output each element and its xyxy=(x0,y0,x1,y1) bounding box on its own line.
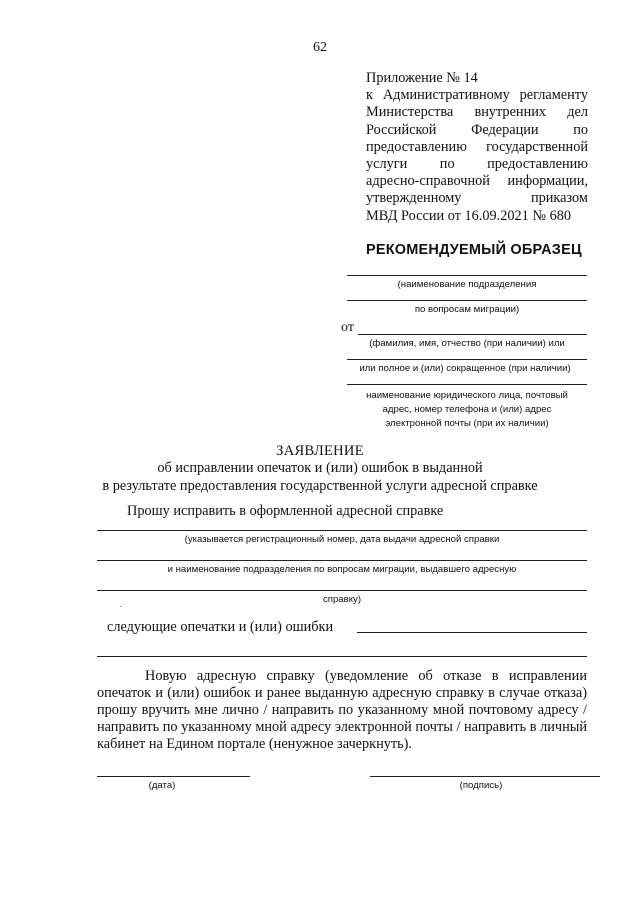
statement-title: ЗАЯВЛЕНИЕ xyxy=(276,443,364,459)
appendix-line: МВД России от 16.09.2021 № 680 xyxy=(366,207,572,224)
applicant-caption: или полное и (или) сокращенное (при наличии) xyxy=(359,363,571,374)
certificate-line-1[interactable] xyxy=(97,530,587,531)
statement-subtitle: об исправлении опечаток и (или) ошибок в выданной xyxy=(157,460,483,476)
delivery-paragraph-text: Новую адресную справку (уведомление об отказе в исправлении опечаток и (или) ошибок и ранее выданную адресную справку в случае отказа) прошу вручить мне лично / направить по указанному мной почтовому адресу / направить по указанному мной адресу электронной почты / направить в личный кабинет на Едином портале (ненужное зачеркнуть). xyxy=(97,668,587,752)
appendix-line: адресно-справочной информации, xyxy=(366,173,588,190)
applicant-line-1[interactable] xyxy=(358,334,587,335)
applicant-caption: адрес, номер телефона и (или) адрес xyxy=(382,404,552,415)
from-label: от xyxy=(341,320,354,335)
applicant-line-3[interactable] xyxy=(347,384,587,385)
signature-line[interactable] xyxy=(370,776,600,777)
request-text: Прошу исправить в оформленной адресной справке xyxy=(127,503,444,519)
appendix-line: Приложение № 14 xyxy=(366,70,478,86)
appendix-line: к Административному регламенту xyxy=(366,87,588,104)
applicant-caption: наименование юридического лица, почтовый xyxy=(366,390,568,401)
recipient-caption: (наименование подразделения xyxy=(397,279,537,290)
appendix-line: Российской Федерации по xyxy=(366,121,588,138)
applicant-caption: (фамилия, имя, отчество (при наличии) или xyxy=(369,338,565,349)
certificate-caption: справку) xyxy=(322,594,362,605)
errors-line-2[interactable] xyxy=(97,656,587,657)
certificate-caption: (указывается регистрационный номер, дата выдачи адресной справки xyxy=(184,534,500,545)
stray-dot: . xyxy=(120,600,122,609)
appendix-line: Министерства внутренних дел xyxy=(366,104,588,121)
errors-line-1[interactable] xyxy=(357,632,587,633)
date-caption: (дата) xyxy=(148,780,176,791)
signature-caption: (подпись) xyxy=(459,780,503,791)
certificate-line-3[interactable] xyxy=(97,590,587,591)
page-number: 62 xyxy=(313,40,327,55)
delivery-paragraph xyxy=(97,668,587,753)
recipient-line-1[interactable] xyxy=(347,275,587,276)
appendix-line: услуги по предоставлению xyxy=(366,156,588,173)
sample-label: РЕКОМЕНДУЕМЫЙ ОБРАЗЕЦ xyxy=(366,242,582,258)
recipient-line-2[interactable] xyxy=(347,300,587,301)
recipient-caption: по вопросам миграции) xyxy=(414,304,520,315)
appendix-line: предоставлению государственной xyxy=(366,138,588,155)
errors-label: следующие опечатки и (или) ошибки xyxy=(107,619,334,635)
appendix-block xyxy=(366,70,588,225)
appendix-line: утвержденному приказом xyxy=(366,190,588,207)
applicant-caption: электронной почты (при их наличии) xyxy=(385,418,549,429)
certificate-caption: и наименование подразделения по вопросам миграции, выдавшего адресную xyxy=(167,564,517,575)
certificate-line-2[interactable] xyxy=(97,560,587,561)
date-line[interactable] xyxy=(97,776,250,777)
applicant-line-2[interactable] xyxy=(347,359,587,360)
statement-subtitle: в результате предоставления государственной услуги адресной справке xyxy=(102,478,538,494)
